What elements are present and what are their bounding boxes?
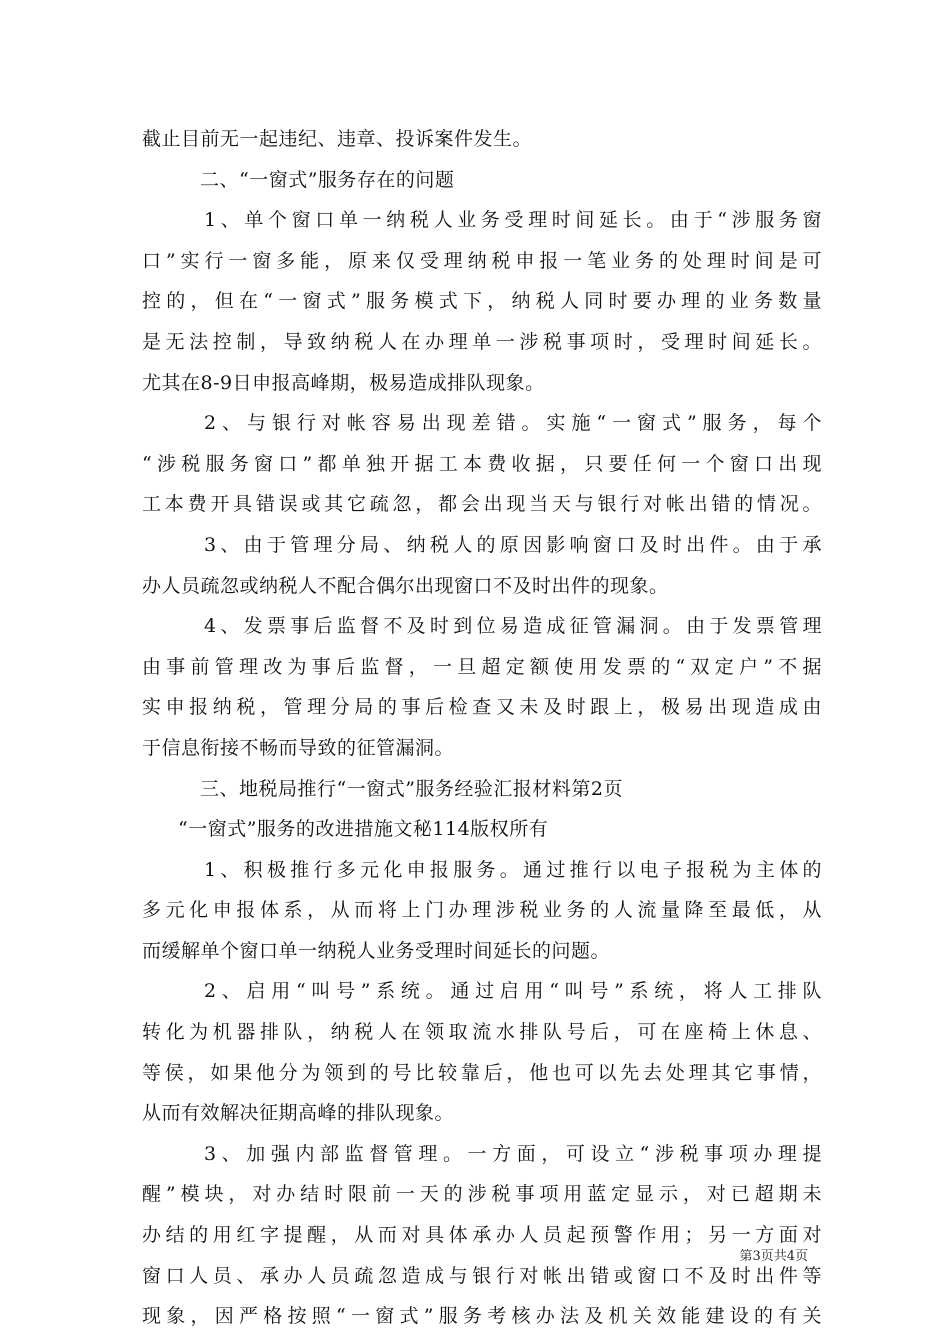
text-line: 多元化申报体系，从而将上门办理涉税业务的人流量降至最低，从 bbox=[142, 899, 822, 922]
text-line: 等侯，如果他分为领到的号比较靠后，他也可以先去处理其它事情， bbox=[142, 1061, 822, 1084]
text-line: 口”实行一窗多能，原来仅受理纳税申报一笔业务的处理时间是可 bbox=[142, 249, 822, 272]
text-line: “一窗式”服务的改进措施文秘114版权所有 bbox=[178, 818, 549, 841]
text-line: 醒”模块，对办结时限前一天的涉税事项用蓝定显示，对已超期未 bbox=[142, 1183, 822, 1206]
text-line: 尤其在8-9日申报高峰期，极易造成排队现象。 bbox=[142, 371, 545, 394]
text-line: 办结的用红字提醒，从而对具体承办人员起预警作用；另一方面对 bbox=[142, 1224, 822, 1247]
text-line: 实申报纳税，管理分局的事后检查又未及时跟上，极易出现造成由 bbox=[142, 696, 822, 719]
text-line: 现象，因严格按照“一窗式”服务考核办法及机关效能建设的有关 bbox=[142, 1305, 822, 1328]
section-heading: 二、“一窗式”服务存在的问题 bbox=[200, 168, 455, 191]
text-line: 3、加强内部监督管理。一方面，可设立“涉税事项办理提 bbox=[204, 1142, 822, 1165]
text-line: 是无法控制，导致纳税人在办理单一涉税事项时，受理时间延长。 bbox=[142, 330, 822, 353]
text-line: 窗口人员、承办人员疏忽造成与银行对帐出错或窗口不及时出件等 bbox=[142, 1264, 822, 1287]
section-heading: 三、地税局推行“一窗式”服务经验汇报材料第2页 bbox=[200, 777, 624, 800]
text-line: 由事前管理改为事后监督，一旦超定额使用发票的“双定户”不据 bbox=[142, 655, 822, 678]
text-line: 转化为机器排队，纳税人在领取流水排队号后，可在座椅上休息、 bbox=[142, 1021, 822, 1044]
text-line: 工本费开具错误或其它疏忽，都会出现当天与银行对帐出错的情况。 bbox=[142, 493, 822, 516]
text-line: 1、积极推行多元化申报服务。通过推行以电子报税为主体的 bbox=[204, 858, 822, 881]
text-line: 2、启用“叫号”系统。通过启用“叫号”系统，将人工排队 bbox=[204, 980, 822, 1003]
text-line: 于信息衔接不畅而导致的征管漏洞。 bbox=[142, 736, 455, 759]
text-line: 从而有效解决征期高峰的排队现象。 bbox=[142, 1102, 455, 1125]
text-line: 3、由于管理分局、纳税人的原因影响窗口及时出件。由于承 bbox=[204, 533, 822, 556]
text-line: 控的，但在“一窗式”服务模式下，纳税人同时要办理的业务数量 bbox=[142, 290, 822, 313]
text-line: “涉税服务窗口”都单独开据工本费收据，只要任何一个窗口出现 bbox=[142, 452, 822, 475]
document-body bbox=[142, 119, 822, 1337]
text-line: 截止目前无一起违纪、违章、投诉案件发生。 bbox=[142, 128, 533, 150]
text-line: 而缓解单个窗口单一纳税人业务受理时间延长的问题。 bbox=[142, 939, 611, 962]
text-line: 办人员疏忽或纳税人不配合偶尔出现窗口不及时出件的现象。 bbox=[142, 574, 669, 597]
text-line: 4、发票事后监督不及时到位易造成征管漏洞。由于发票管理 bbox=[204, 615, 822, 638]
page-number: 第3页共4页 bbox=[739, 1249, 808, 1264]
text-line: 2、与银行对帐容易出现差错。实施“一窗式”服务，每个 bbox=[204, 412, 822, 435]
text-line: 1、单个窗口单一纳税人业务受理时间延长。由于“涉服务窗 bbox=[204, 209, 822, 232]
